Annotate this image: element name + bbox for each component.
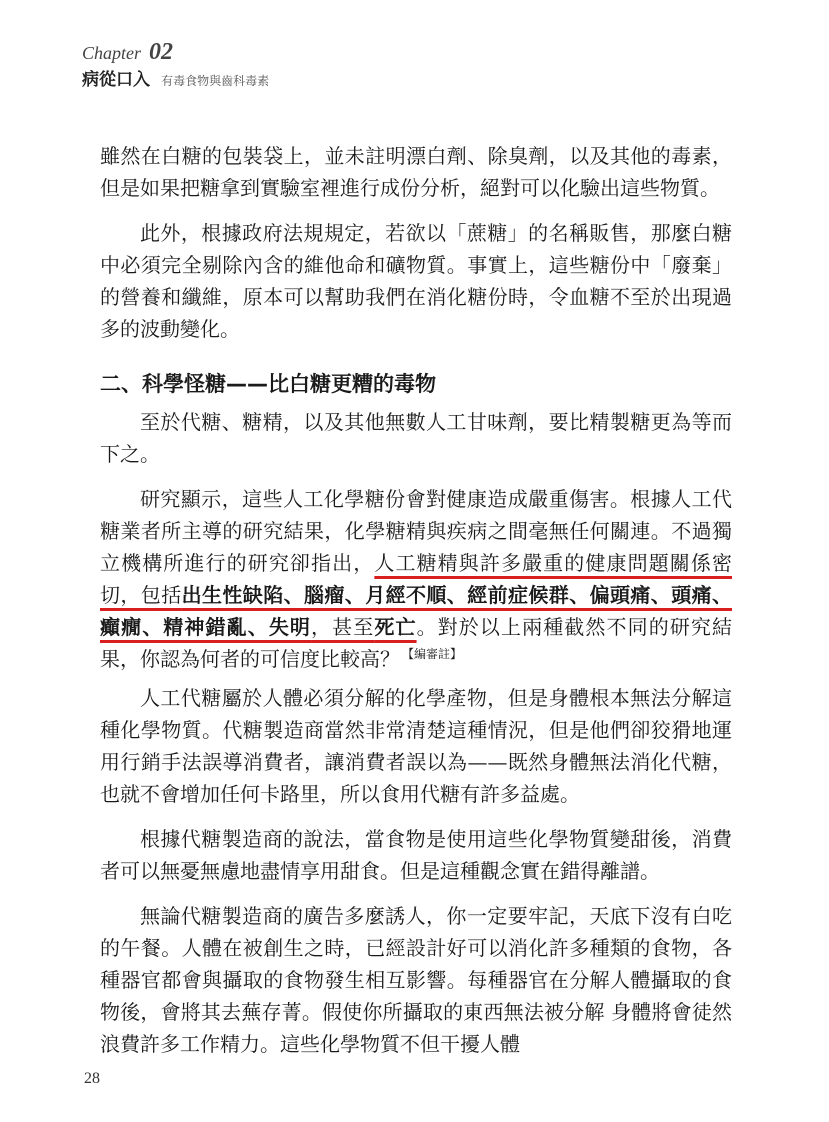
health-problems-list: 出生性缺陷、腦瘤、月經不順、經前症候群、偏頭痛、頭痛、癲癇、精神錯亂、失明 xyxy=(100,583,733,639)
paragraph-4-tail: 。對於以上兩種截然不同的研究結果，你認為何者的可信度比較高？ xyxy=(100,615,733,671)
highlighted-claim-lead: 人工糖精與許多嚴重的健康問題關係密切，包括 xyxy=(100,551,733,607)
section-heading: 二、科學怪糖——比白糖更糟的毒物 xyxy=(100,372,436,396)
paragraph-2: 此外，根據政府法規規定，若欲以「蔗糖」的名稱販售，那麼白糖中必須完全剔除內含的維他命和礦物質。事實上，這些糖份中「廢棄」的營養和纖維，原本可以幫助我們在消化糖份時，令血糖不至於出現過多的波動變化。 xyxy=(100,221,732,341)
paragraph-5: 人工代糖屬於人體必須分解的化學產物，但是身體根本無法分解這種化學物質。代糖製造商當然非常清楚這種情況，但是他們卻狡猾地運用行銷手法誤導消費者，讓消費者誤以為——既然身體無法消化代糖，也就不會增加任何卡路里，所以食用代糖有許多益處。 xyxy=(100,686,732,806)
death-term: 死亡 xyxy=(374,615,417,639)
book-subtitle: 有毒食物與齒科毒素 xyxy=(161,74,270,88)
paragraph-7: 無論代糖製造商的廣告多麼誘人，你一定要牢記，天底下沒有白吃的午餐。人體在被創生之時，已經設計好可以消化許多種類的食物，各種器官都會與攝取的食物發生相互影響。每種器官在分解人體攝取的食物後，會將其去蕪存菁。假使你所攝取的東西無法被分解 身體將會徒然浪費許多工作精力。這些化學物質不但干擾人體 xyxy=(100,904,732,1056)
paragraph-4 xyxy=(100,483,732,675)
highlighted-claim-connector: ，甚至 xyxy=(311,615,375,639)
paragraph-4-intro: 研究顯示，這些人工化學糖份會對健康造成嚴重傷害。根據人工代糖業者所主導的研究結果，化學糖精與疾病之間毫無任何關連。不過獨立機構所進行的研究卻指出， xyxy=(100,487,732,575)
chapter-word: Chapter xyxy=(82,43,142,63)
page-body xyxy=(100,140,732,1073)
chapter-label xyxy=(82,40,269,66)
paragraph-1: 雖然在白糖的包裝袋上，並未註明漂白劑、除臭劑，以及其他的毒素，但是如果把糖拿到實驗室裡進行成份分析，絕對可以化驗出這些物質。 xyxy=(100,144,732,200)
running-title xyxy=(82,68,269,93)
book-title: 病從口入 xyxy=(82,70,150,90)
editor-note-marker: 【編審註】 xyxy=(402,647,463,662)
chapter-number: 02 xyxy=(149,39,174,65)
page-header xyxy=(82,40,269,93)
page-number: 28 xyxy=(84,1070,100,1087)
paragraph-6: 根據代糖製造商的說法，當食物是使用這些化學物質變甜後，消費者可以無憂無慮地盡情享用甜食。但是這種觀念實在錯得離譜。 xyxy=(100,827,732,883)
paragraph-3: 至於代糖、糖精，以及其他無數人工甘味劑，要比精製糖更為等而下之。 xyxy=(100,410,732,466)
